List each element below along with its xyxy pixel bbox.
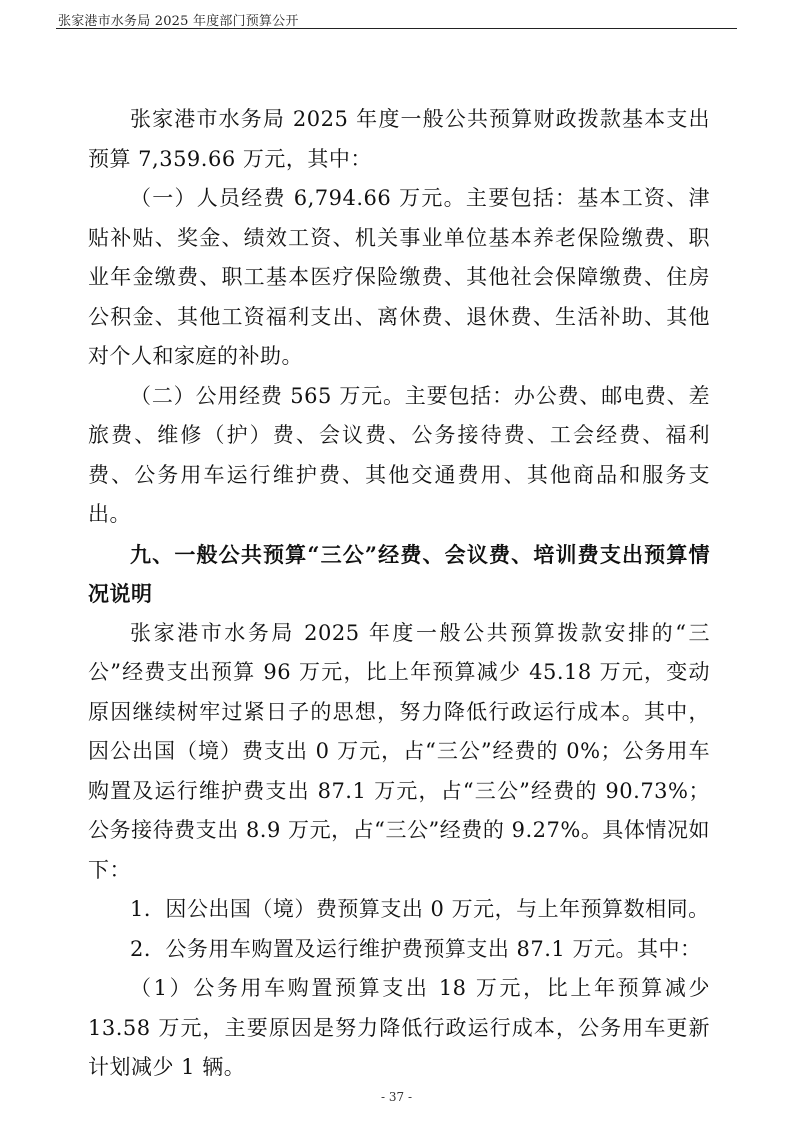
header-rule [56,28,737,29]
paragraph-basic-expenditure: 张家港市水务局 2025 年度一般公共预算财政拨款基本支出预算 7,359.66 万元，其中： [88,107,710,171]
paragraph-public-funds: （二）公用经费 565 万元。主要包括：办公费、邮电费、差旅费、维修（护）费、会议费、公务接待费、工会经费、福利费、公务用车运行维护费、其他交通费用、其他商品和服务支出。 [88,383,710,526]
running-header: 张家港市水务局 2025 年度部门预算公开 [58,14,299,29]
paragraph-item-1: 1．因公出国（境）费预算支出 0 万元，与上年预算数相同。 [130,897,710,921]
paragraph-item-2: 2．公务用车购置及运行维护费预算支出 87.1 万元。其中： [130,936,702,961]
page-number: - 37 - [380,1090,412,1104]
paragraph-three-public-summary: 张家港市水务局 2025 年度一般公共预算拨款安排的“三公”经费支出预算 96 万元，比上年预算减少 45.18 万元，变动原因继续树牢过紧日子的思想，努力降低行政运行成本。其中，因公出国（境）费支出 0 万元，占“三公”经费的 0%；公务用车购置及运行维护费支出 87.1 万元，占“三公”经费的 90.73%；公务接待费支出 8.9 万元，占“三公”经费的 9.27%。具体情况如下： [88,620,710,882]
paragraph-item-2-1: （1）公务用车购置预算支出 18 万元，比上年预算减少 13.58 万元，主要原因是努力降低行政运行成本，公务用车更新计划减少 1 辆。 [88,976,710,1079]
body-text [88,100,710,1088]
paragraph-personnel-funds: （一）人员经费 6,794.66 万元。主要包括：基本工资、津贴补贴、奖金、绩效工资、机关事业单位基本养老保险缴费、职业年金缴费、职工基本医疗保险缴费、其他社会保障缴费、住房公积金、其他工资福利支出、离休费、退休费、生活补助、其他对个人和家庭的补助。 [88,186,710,368]
section-heading-three-public: 九、一般公共预算“三公”经费、会议费、培训费支出预算情况说明 [88,541,710,606]
